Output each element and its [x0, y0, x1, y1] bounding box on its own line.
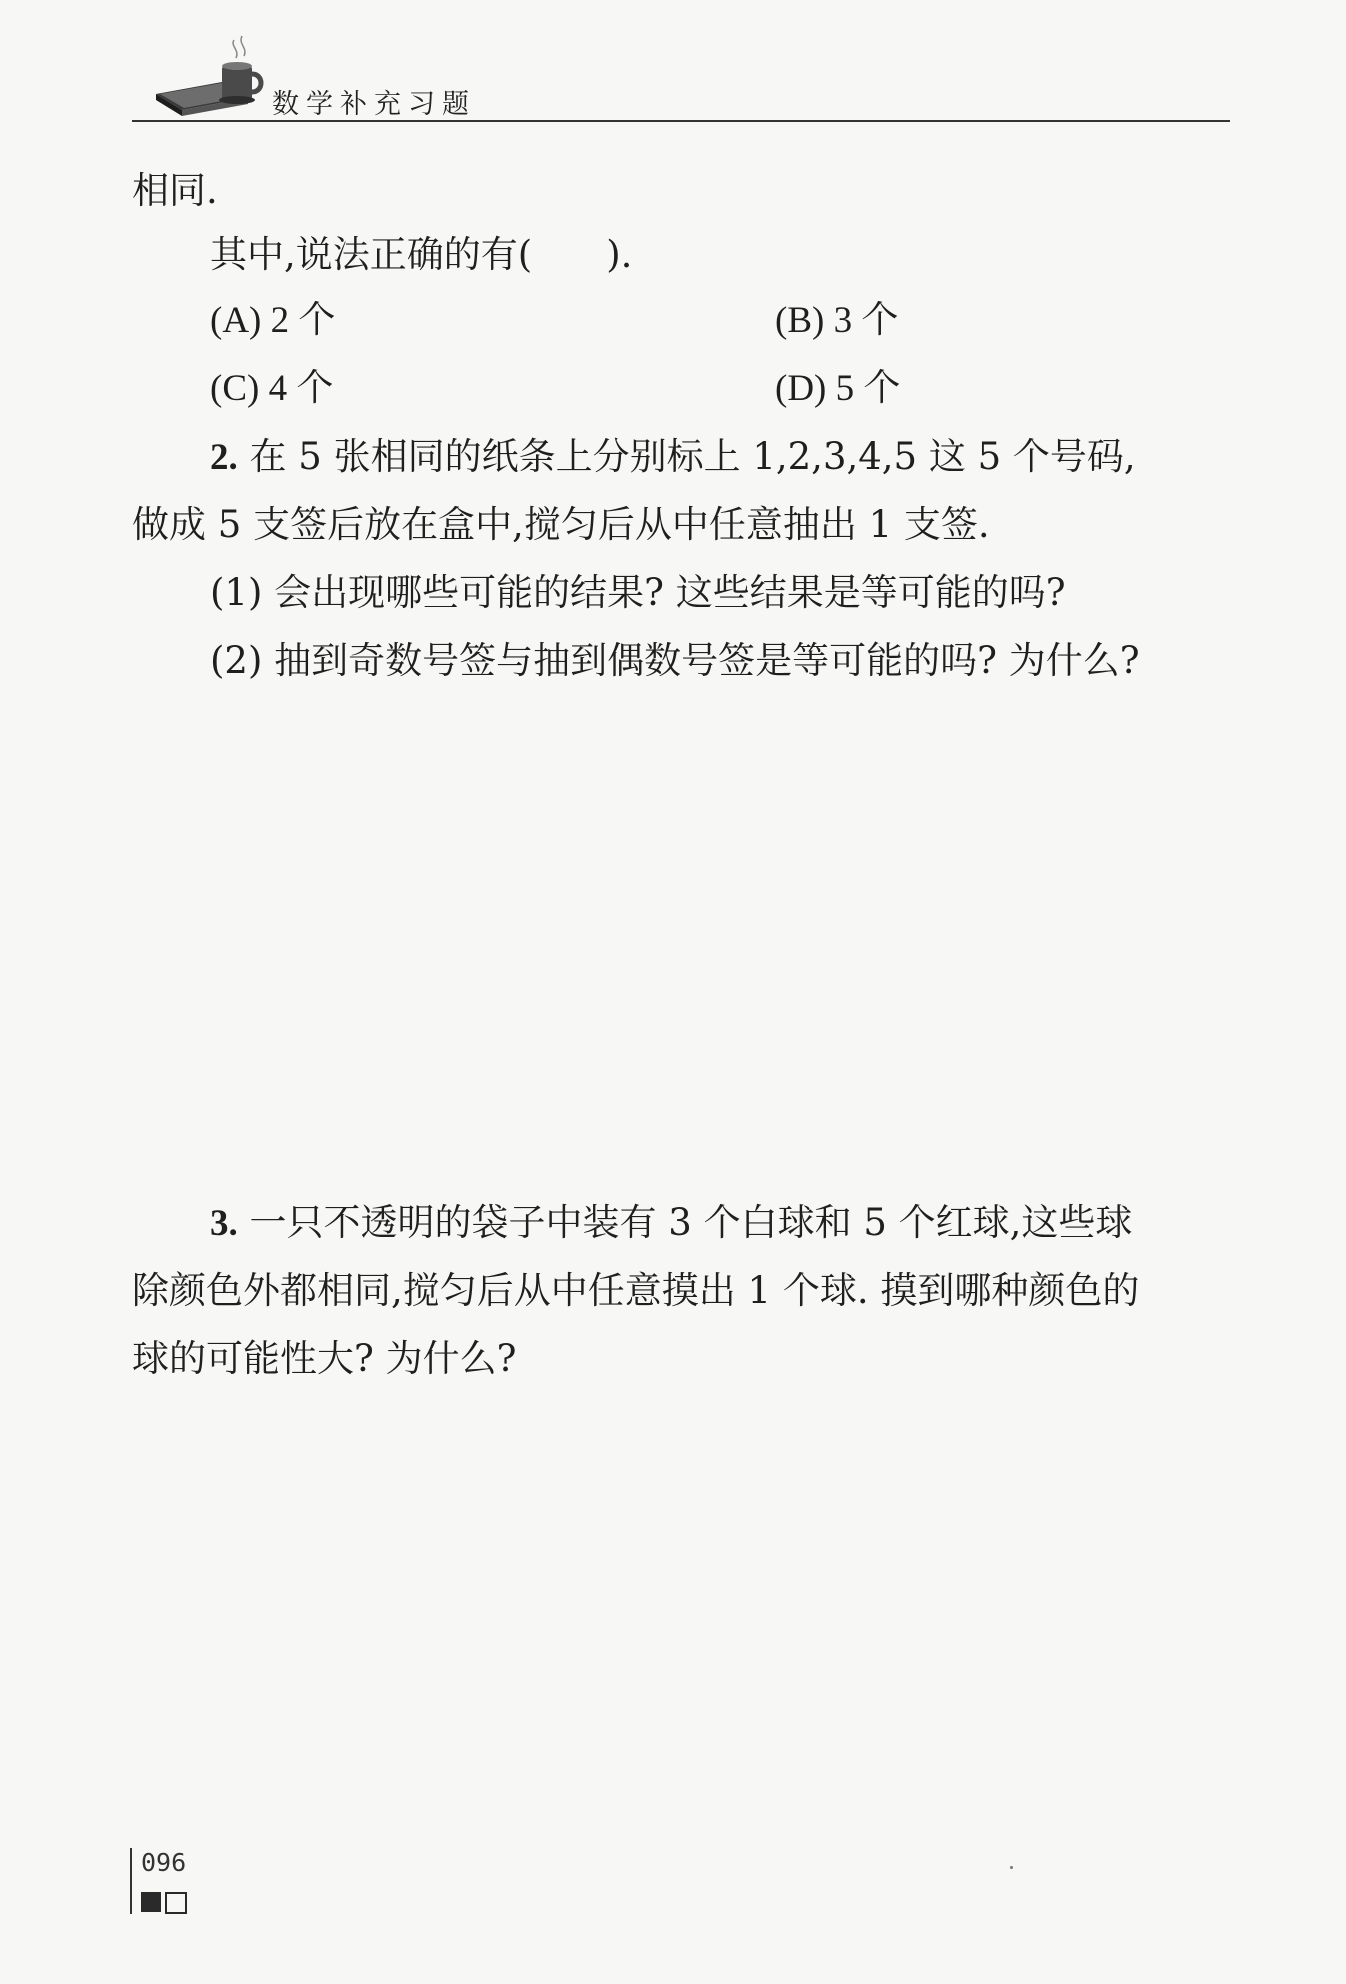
question-2-subquestion-1: (1) 会出现哪些可能的结果? 这些结果是等可能的吗?: [210, 571, 1066, 614]
question-3-line-3: 球的可能性大? 为什么?: [132, 1337, 517, 1380]
prev-question-prompt: 其中,说法正确的有( ).: [210, 233, 633, 276]
empty-square-icon: [165, 1892, 187, 1914]
question-2-subquestion-2: (2) 抽到奇数号签与抽到偶数号签是等可能的吗? 为什么?: [210, 639, 1140, 682]
book-and-coffee-cup-icon: [152, 32, 282, 122]
footer-vertical-rule: [130, 1848, 132, 1914]
option-c: (C) 4 个: [210, 368, 334, 409]
question-2-number: 2.: [210, 437, 238, 478]
header-divider: [132, 120, 1230, 122]
page-speck: [1010, 1866, 1013, 1869]
option-b: (B) 3 个: [775, 300, 899, 341]
question-2-line-1: [210, 434, 1136, 481]
prev-question-continuation: 相同.: [132, 169, 218, 212]
question-3-text: 一只不透明的袋子中装有 3 个白球和 5 个红球,这些球: [249, 1201, 1133, 1244]
question-3-line-1: [210, 1200, 1132, 1247]
option-d: (D) 5 个: [775, 368, 901, 409]
page-number: 096: [141, 1848, 187, 1877]
filled-square-icon: [141, 1892, 161, 1912]
question-3-number: 3.: [210, 1203, 238, 1244]
question-2-text: 在 5 张相同的纸条上分别标上 1,2,3,4,5 这 5 个号码,: [249, 435, 1136, 478]
option-a: (A) 2 个: [210, 300, 336, 341]
question-3-line-2: 除颜色外都相同,搅匀后从中任意摸出 1 个球. 摸到哪种颜色的: [132, 1269, 1140, 1312]
question-2-line-2: 做成 5 支签后放在盒中,搅匀后从中任意抽出 1 支签.: [132, 503, 990, 546]
page-header: [132, 30, 1230, 122]
header-title: 数学补充习题: [272, 89, 476, 120]
